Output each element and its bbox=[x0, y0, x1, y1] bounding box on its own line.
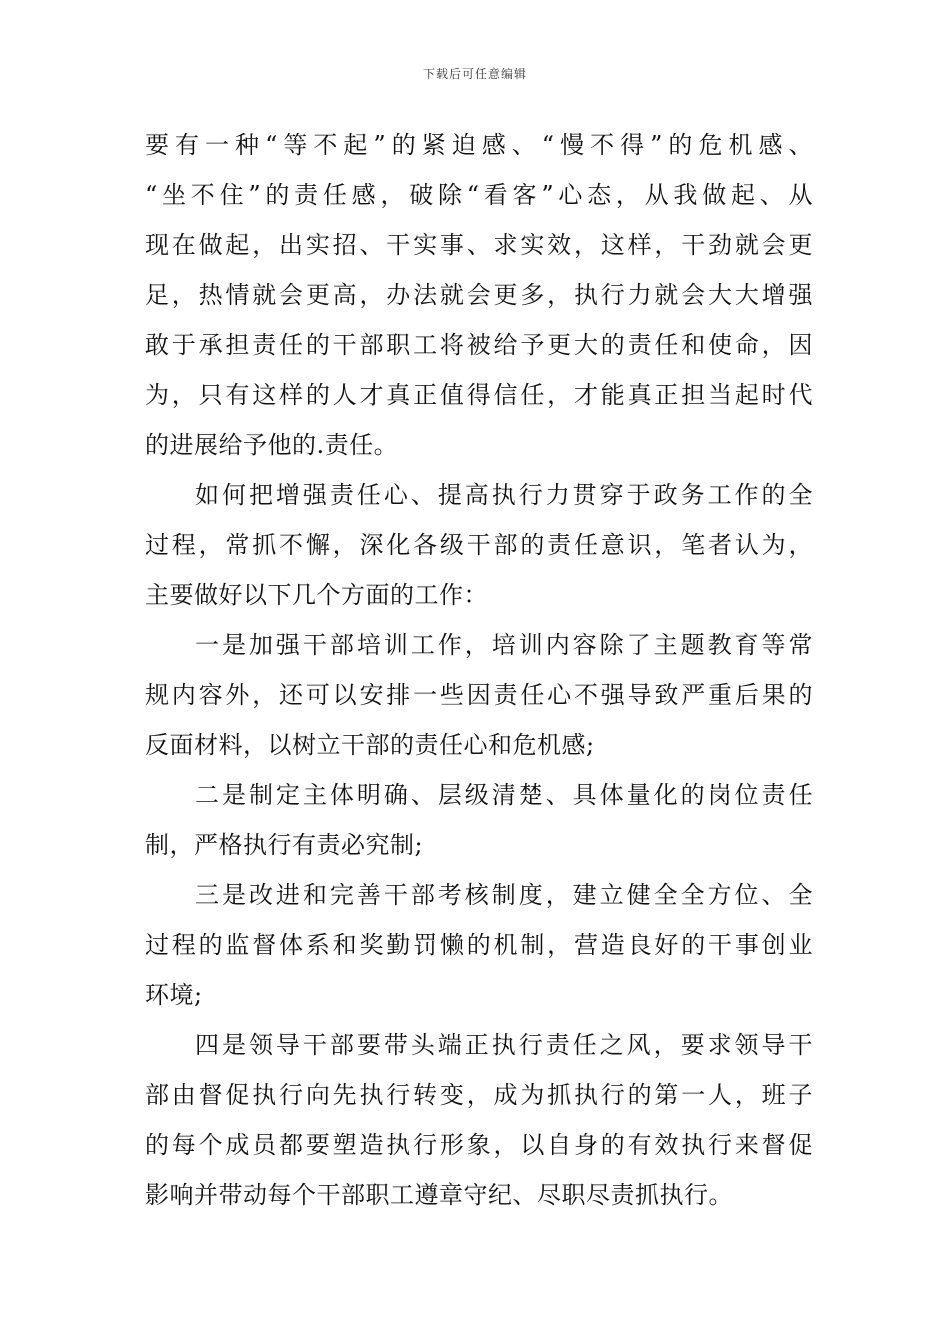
text-line: 的每个成员都要塑造执行形象，以自身的有效执行来督促 bbox=[145, 1131, 813, 1159]
text-line: 敢于承担责任的干部职工将被给予更大的责任和使命，因 bbox=[145, 331, 813, 359]
paragraph-first-line: 如何把增强责任心、提高执行力贯穿于政务工作的全 bbox=[195, 481, 813, 509]
paragraph-first-line: 一是加强干部培训工作，培训内容除了主题教育等常 bbox=[195, 631, 813, 659]
paragraph-first-line: 二是制定主体明确、层级清楚、具体量化的岗位责任 bbox=[195, 781, 813, 809]
text-line: 过程，常抓不懈，深化各级干部的责任意识，笔者认为， bbox=[145, 531, 813, 559]
text-line: 足，热情就会更高，办法就会更多，执行力就会大大增强 bbox=[145, 281, 813, 309]
page-header-note: 下载后可任意编辑 bbox=[422, 67, 527, 81]
paragraph-first-line: 四是领导干部要带头端正执行责任之风，要求领导干 bbox=[195, 1031, 813, 1059]
text-line: 的进展给予他的.责任。 bbox=[145, 431, 399, 459]
text-line: 环境; bbox=[145, 981, 203, 1009]
text-line: “坐不住”的责任感，破除“看客”心态，从我做起、从 bbox=[145, 181, 813, 209]
document-body bbox=[145, 120, 813, 1220]
text-line: 要有一种“等不起”的紧迫感、“慢不得”的危机感、 bbox=[145, 131, 813, 159]
text-line: 规内容外，还可以安排一些因责任心不强导致严重后果的 bbox=[145, 681, 813, 709]
text-line: 现在做起，出实招、干实事、求实效，这样，干劲就会更 bbox=[145, 231, 813, 259]
text-line: 过程的监督体系和奖勤罚懒的机制，营造良好的干事创业 bbox=[145, 931, 813, 959]
text-line: 制，严格执行有责必究制; bbox=[145, 831, 424, 859]
text-line: 反面材料，以树立干部的责任心和危机感; bbox=[145, 731, 595, 759]
text-line: 为，只有这样的人才真正值得信任，才能真正担当起时代 bbox=[145, 381, 813, 409]
text-line: 部由督促执行向先执行转变，成为抓执行的第一人，班子 bbox=[145, 1081, 813, 1109]
text-line: 影响并带动每个干部职工遵章守纪、尽职尽责抓执行。 bbox=[145, 1181, 733, 1209]
paragraph-first-line: 三是改进和完善干部考核制度，建立健全全方位、全 bbox=[195, 881, 813, 909]
text-line: 主要做好以下几个方面的工作： bbox=[145, 581, 488, 609]
